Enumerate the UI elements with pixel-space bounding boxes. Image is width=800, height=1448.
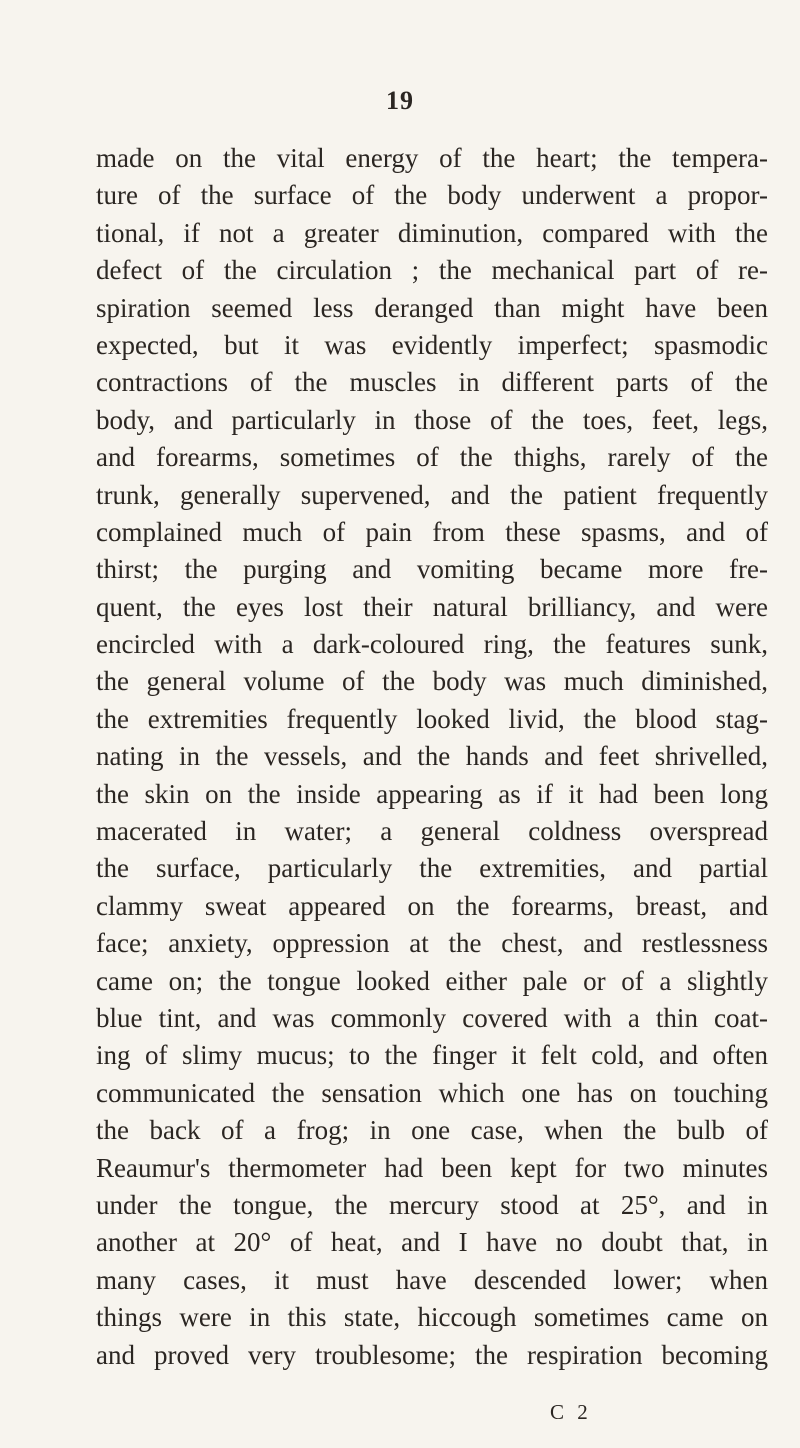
text-line: made on the vital energy of the heart; the tempera- [96,143,768,173]
signature-mark: C 2 [550,1400,592,1424]
text-line: quent, the eyes lost their natural brilliancy, and were [96,591,768,622]
text-line: another at 20° of heat, and I have no doubt that, in [96,1227,768,1258]
text-line: tional, if not a greater diminution, compared with the [96,217,768,248]
text-line: under the tongue, the mercury stood at 25°, and in [96,1189,768,1220]
text-line: communicated the sensation which one has on touching [96,1077,768,1108]
text-line: complained much of pain from these spasms, and of [96,516,768,547]
text-line: the extremities frequently looked livid, the blood stag- [96,703,768,734]
text-line: and proved very troublesome; the respiration becoming [96,1339,768,1370]
text-line: Reaumur's thermometer had been kept for two minutes [96,1152,768,1183]
text-line: face; anxiety, oppression at the chest, and restlessness [96,928,768,959]
text-line: defect of the circulation ; the mechanical part of re- [96,255,768,286]
text-line: the general volume of the body was much diminished, [96,666,768,697]
text-line: encircled with a dark-coloured ring, the features sunk, [96,629,768,660]
text-line: the surface, particularly the extremities, and partial [96,853,768,884]
page-number: 19 [386,86,414,115]
text-line: things were in this state, hiccough sometimes came on [96,1302,768,1333]
text-line: ture of the surface of the body underwent a propor- [96,180,768,211]
text-line: the skin on the inside appearing as if it had been long [96,778,768,809]
text-line: clammy sweat appeared on the forearms, breast, and [96,890,768,921]
text-line: trunk, generally supervened, and the patient frequently [96,479,768,510]
text-line: came on; the tongue looked either pale or of a slightly [96,965,768,996]
text-line: thirst; the purging and vomiting became more fre- [96,554,768,585]
text-line: the back of a frog; in one case, when the bulb of [96,1115,768,1146]
body-text [96,140,768,1374]
text-line: body, and particularly in those of the toes, feet, legs, [96,404,768,435]
text-line: ing of slimy mucus; to the finger it felt cold, and often [96,1040,768,1071]
text-line: and forearms, sometimes of the thighs, rarely of the [96,442,768,473]
text-line: contractions of the muscles in different parts of the [96,367,768,398]
text-line: expected, but it was evidently imperfect; spasmodic [96,329,768,360]
text-line: macerated in water; a general coldness overspread [96,816,768,847]
text-line: spiration seemed less deranged than might have been [96,292,768,323]
text-line: many cases, it must have descended lower; when [96,1264,768,1295]
text-line: blue tint, and was commonly covered with a thin coat- [96,1002,768,1033]
text-line: nating in the vessels, and the hands and feet shrivelled, [96,741,768,772]
